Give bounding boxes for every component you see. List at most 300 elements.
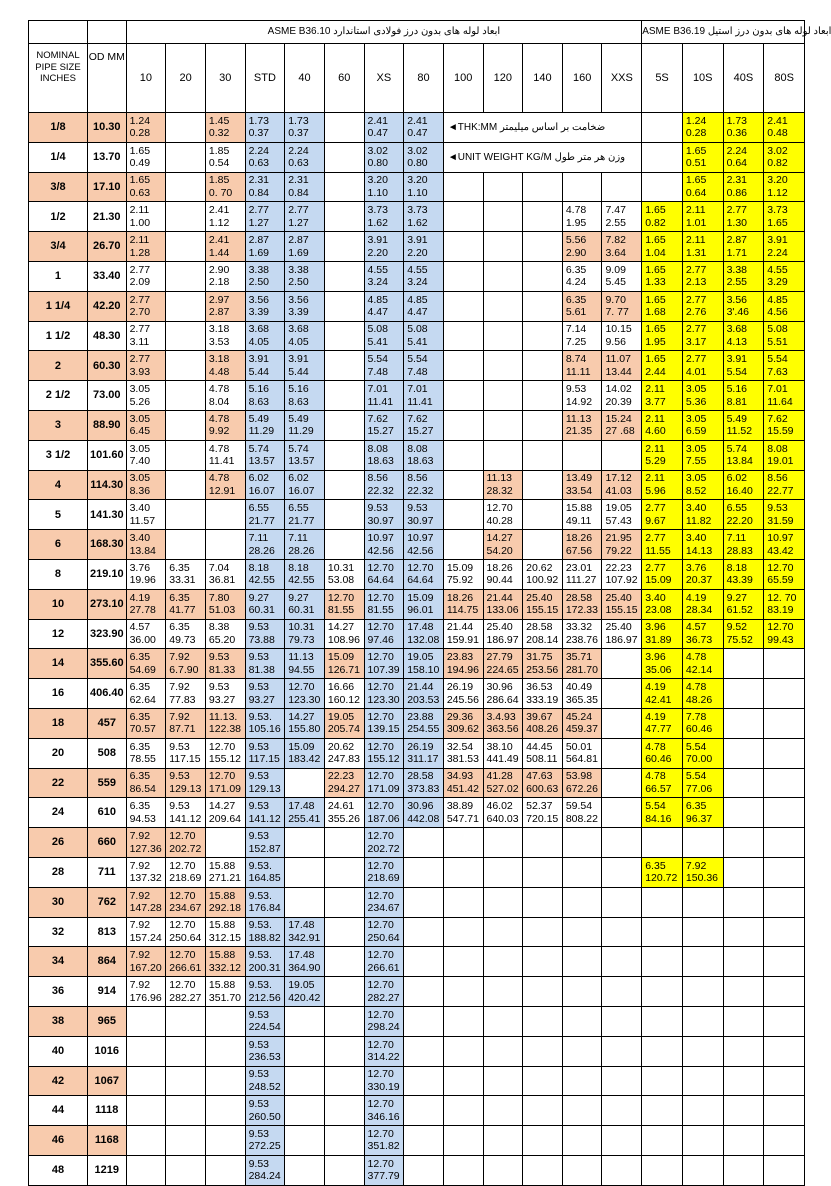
wall-thickness: 5.54 [685, 770, 707, 783]
schedule-value-cell [245, 1155, 285, 1185]
schedule-value-cell [404, 738, 444, 768]
wall-thickness: 17.48 [288, 949, 315, 962]
outer-diameter-cell: 33.40 [87, 261, 126, 291]
unit-weight: 1.44 [208, 246, 230, 259]
wall-thickness: 12.70 [327, 591, 355, 604]
schedule-value-cell [245, 947, 285, 977]
unit-weight: 11.29 [248, 425, 275, 438]
unit-weight: 2.20 [367, 246, 388, 259]
wall-thickness: 3.76 [685, 561, 707, 574]
table-row [29, 410, 805, 440]
wall-thickness: 9.53 [248, 770, 269, 783]
schedule-value-cell [364, 559, 404, 589]
unit-weight: 81.55 [367, 604, 394, 617]
unit-weight: 42.55 [248, 574, 275, 587]
unit-weight: 2.76 [685, 306, 707, 319]
schedule-value-cell [126, 142, 166, 172]
wall-thickness: 4.78 [645, 740, 666, 753]
pipe-dimension-table [28, 20, 831, 1186]
unit-weight: 2.70 [129, 306, 151, 319]
unit-weight: 3.39 [288, 306, 309, 319]
unit-weight: 123.30 [288, 693, 321, 706]
schedule-value-cell [523, 559, 563, 589]
wall-thickness: 2.41 [767, 114, 788, 127]
empty-cell [285, 1126, 325, 1156]
wall-thickness: 2.41 [407, 114, 428, 127]
wall-thickness: 5.74 [288, 442, 309, 455]
schedule-value-cell [404, 589, 444, 619]
schedule-value-cell [404, 172, 444, 202]
wall-thickness: 6.02 [288, 472, 309, 485]
unit-weight: 4.24 [565, 276, 587, 289]
empty-cell [602, 798, 642, 828]
unit-weight: 186.97 [486, 633, 519, 646]
empty-cell [324, 500, 364, 530]
wall-thickness: 17.48 [288, 919, 315, 932]
wall-thickness: 3.05 [685, 472, 707, 485]
table-row [29, 291, 805, 321]
wall-thickness: 7.78 [685, 710, 707, 723]
schedule-value-cell [126, 351, 166, 381]
header-corner-od [87, 21, 126, 44]
empty-cell [126, 1126, 166, 1156]
empty-cell [723, 1126, 764, 1156]
schedule-value-cell [562, 708, 602, 738]
unit-weight: 43.42 [767, 544, 794, 557]
wall-thickness: 12.70 [367, 591, 394, 604]
unit-weight: 94.53 [129, 812, 156, 825]
schedule-header-100: 100 [443, 44, 483, 113]
wall-thickness: 4.78 [208, 412, 230, 425]
wall-thickness: 1.65 [645, 293, 666, 306]
unit-weight: 205.74 [327, 723, 360, 736]
wall-thickness: 7.62 [767, 412, 788, 425]
empty-cell [602, 172, 642, 202]
wall-thickness: 2.77 [645, 532, 666, 545]
schedule-value-cell [205, 798, 245, 828]
empty-cell [443, 917, 483, 947]
schedule-value-cell [404, 619, 444, 649]
unit-weight: 60.31 [288, 604, 315, 617]
unit-weight: 1.65 [767, 216, 788, 229]
nominal-size-cell: 28 [29, 857, 88, 887]
unit-weight: 363.56 [486, 723, 519, 736]
wall-thickness: 23.83 [446, 651, 474, 664]
unit-weight: 4.47 [367, 306, 388, 319]
empty-cell [483, 1155, 523, 1185]
empty-cell [642, 1036, 683, 1066]
outer-diameter-cell: 73.00 [87, 381, 126, 411]
unit-weight: 248.52 [248, 1080, 281, 1093]
empty-cell [562, 440, 602, 470]
wall-thickness: 9.53 [565, 383, 587, 396]
schedule-value-cell [404, 530, 444, 560]
wall-thickness: 9.52 [726, 621, 747, 634]
wall-thickness: 7.11 [248, 532, 269, 545]
wall-thickness: 38.10 [486, 740, 513, 753]
schedule-value-cell [562, 470, 602, 500]
unit-weight: 11.52 [726, 425, 753, 438]
schedule-value-cell [404, 649, 444, 679]
wall-thickness: 3.40 [685, 502, 707, 515]
wall-thickness: 9.09 [605, 263, 626, 276]
empty-cell [723, 887, 764, 917]
wall-thickness: 9.53 [169, 770, 190, 783]
unit-weight: 4.56 [767, 306, 788, 319]
empty-cell [324, 857, 364, 887]
schedule-value-cell [324, 619, 364, 649]
outer-diameter-cell: 813 [87, 917, 126, 947]
wall-thickness: 12.70 [208, 740, 236, 753]
schedule-value-cell [642, 619, 683, 649]
unit-weight: 1.95 [565, 216, 587, 229]
unit-weight: 51.03 [208, 604, 236, 617]
schedule-value-cell [364, 947, 404, 977]
schedule-value-cell [364, 738, 404, 768]
unit-weight: 7.48 [367, 365, 388, 378]
wall-thickness: 25.40 [605, 591, 632, 604]
schedule-value-cell [285, 589, 325, 619]
wall-thickness: 3.56 [248, 293, 269, 306]
empty-cell [285, 1096, 325, 1126]
unit-weight: 0.51 [685, 157, 707, 170]
wall-thickness: 12.70 [169, 919, 196, 932]
unit-weight: 167.20 [129, 961, 162, 974]
unit-weight: 2.20 [407, 246, 428, 259]
unit-weight: 132.08 [407, 633, 440, 646]
schedule-value-cell [682, 113, 723, 143]
unit-weight: 100.92 [526, 574, 559, 587]
unit-weight: 0.36 [726, 127, 747, 140]
outer-diameter-cell: 864 [87, 947, 126, 977]
wall-thickness: 12.70 [767, 621, 794, 634]
unit-weight: 81.33 [208, 663, 236, 676]
empty-cell [166, 113, 206, 143]
empty-cell [723, 738, 764, 768]
empty-cell [324, 381, 364, 411]
wall-thickness: 21.44 [486, 591, 513, 604]
wall-thickness: 11.13 [288, 651, 314, 664]
schedule-value-cell [682, 202, 723, 232]
wall-thickness: 3.91 [767, 234, 788, 247]
wall-thickness: 12.70 [367, 1068, 394, 1081]
schedule-value-cell [404, 321, 444, 351]
unit-weight: 4.05 [248, 335, 269, 348]
schedule-value-cell [245, 589, 285, 619]
table-row [29, 1006, 805, 1036]
nominal-size-cell: 16 [29, 679, 88, 709]
wall-thickness: 28.58 [407, 770, 434, 783]
schedule-value-cell [285, 232, 325, 262]
schedule-value-cell [723, 321, 764, 351]
wall-thickness: 2.77 [129, 323, 151, 336]
wall-thickness: 12.70 [367, 949, 394, 962]
wall-thickness: 8.08 [407, 442, 428, 455]
outer-diameter-cell: 21.30 [87, 202, 126, 232]
schedule-value-cell [324, 798, 364, 828]
wall-thickness: 2.24 [248, 144, 269, 157]
unit-weight: 73.88 [248, 633, 275, 646]
wall-thickness: 7.92 [129, 919, 151, 932]
wall-thickness: 7.47 [605, 204, 626, 217]
schedule-value-cell [443, 559, 483, 589]
schedule-value-cell [602, 291, 642, 321]
wall-thickness: 12.70 [208, 770, 236, 783]
wall-thickness: 9.53. [248, 949, 272, 962]
empty-cell [642, 1066, 683, 1096]
unit-weight: 2.87 [208, 306, 230, 319]
empty-cell [723, 1066, 764, 1096]
wall-thickness: 12.70 [367, 710, 394, 723]
schedule-value-cell [642, 410, 683, 440]
unit-weight: 97.46 [367, 633, 394, 646]
schedule-value-cell [205, 321, 245, 351]
schedule-value-cell [404, 232, 444, 262]
schedule-value-cell [364, 410, 404, 440]
unit-weight: 79.73 [288, 633, 315, 646]
unit-weight: 6.45 [129, 425, 151, 438]
unit-weight: 1.69 [248, 246, 269, 259]
wall-thickness: 1.45 [208, 114, 230, 127]
schedule-value-cell [443, 649, 483, 679]
wall-thickness: 50.01 [565, 740, 593, 753]
nominal-size-cell: 18 [29, 708, 88, 738]
wall-thickness: 36.53 [526, 681, 553, 694]
wall-thickness: 47.63 [526, 770, 553, 783]
schedule-value-cell [324, 708, 364, 738]
wall-thickness: 6.35 [565, 293, 587, 306]
table-row [29, 440, 805, 470]
schedule-value-cell [723, 470, 764, 500]
wall-thickness: 9.27 [726, 591, 747, 604]
empty-cell [285, 857, 325, 887]
outer-diameter-cell: 457 [87, 708, 126, 738]
schedule-value-cell [126, 768, 166, 798]
schedule-value-cell [483, 500, 523, 530]
schedule-value-cell [404, 708, 444, 738]
empty-cell [602, 947, 642, 977]
unit-weight: 90.44 [486, 574, 513, 587]
schedule-value-cell [285, 261, 325, 291]
unit-weight: 7.40 [129, 455, 151, 468]
wall-thickness: 11.07 [605, 353, 631, 366]
empty-cell [523, 1036, 563, 1066]
empty-cell [166, 1126, 206, 1156]
schedule-header-std: STD [245, 44, 285, 113]
empty-cell [562, 977, 602, 1007]
unit-weight: 108.96 [327, 633, 360, 646]
wall-thickness: 30.96 [486, 681, 513, 694]
unit-weight: 87.71 [169, 723, 196, 736]
schedule-header-xxs: XXS [602, 44, 642, 113]
empty-cell [602, 649, 642, 679]
unit-weight: 672.26 [565, 782, 598, 795]
schedule-value-cell [682, 857, 723, 887]
unit-weight: 333.19 [526, 693, 559, 706]
empty-cell [562, 947, 602, 977]
wall-thickness: 1.65 [129, 174, 151, 187]
unit-weight: 36.73 [685, 633, 713, 646]
wall-thickness: 7.92 [129, 830, 151, 843]
schedule-value-cell [364, 261, 404, 291]
wall-thickness: 7.80 [208, 591, 230, 604]
unit-weight: 15.27 [367, 425, 394, 438]
unit-weight: 271.21 [208, 872, 242, 885]
wall-thickness: 2.31 [248, 174, 269, 187]
table-row [29, 738, 805, 768]
empty-cell [602, 857, 642, 887]
unit-weight: 18.63 [407, 455, 434, 468]
unit-weight: 3.93 [129, 365, 151, 378]
schedule-value-cell [404, 202, 444, 232]
wall-thickness: 6.35 [129, 681, 151, 694]
empty-cell [443, 261, 483, 291]
unit-weight: 141.12 [248, 812, 281, 825]
unit-weight: 19.01 [767, 455, 794, 468]
schedule-value-cell [205, 202, 245, 232]
unit-weight: 11.57 [129, 514, 156, 527]
schedule-value-cell [285, 470, 325, 500]
unit-weight: 3.29 [767, 276, 788, 289]
empty-cell [404, 1155, 444, 1185]
schedule-value-cell [324, 738, 364, 768]
table-row [29, 798, 805, 828]
empty-cell [682, 887, 723, 917]
unit-weight: 61.52 [726, 604, 753, 617]
schedule-value-cell [245, 530, 285, 560]
table-row [29, 261, 805, 291]
schedule-value-cell [642, 470, 683, 500]
schedule-value-cell [126, 679, 166, 709]
empty-cell [723, 828, 764, 858]
empty-cell [523, 351, 563, 381]
wall-thickness: 5.08 [407, 323, 428, 336]
schedule-value-cell [404, 470, 444, 500]
wall-thickness: 16.66 [327, 681, 355, 694]
empty-cell [166, 232, 206, 262]
title-b3619-fa: ابعاد لوله های بدون درز استیل [707, 25, 831, 37]
wall-thickness: 15.24 [605, 412, 632, 425]
table-row [29, 470, 805, 500]
schedule-value-cell [285, 291, 325, 321]
empty-cell [404, 1066, 444, 1096]
wall-thickness: 12.70 [367, 1008, 394, 1021]
schedule-value-cell [764, 232, 805, 262]
wall-thickness: 1.85 [208, 174, 230, 187]
unit-weight: 22.20 [726, 514, 753, 527]
wall-thickness: 2.77 [685, 293, 707, 306]
schedule-value-cell [682, 291, 723, 321]
title-b3610-fa: ابعاد لوله های بدون درز فولادی استاندارد [333, 25, 501, 37]
schedule-value-cell [245, 917, 285, 947]
od-column-header: OD MM [87, 44, 126, 113]
unit-weight: 126.71 [327, 663, 360, 676]
empty-cell [324, 1036, 364, 1066]
schedule-value-cell [523, 589, 563, 619]
wall-thickness: 28.58 [565, 591, 593, 604]
unit-weight: 442.08 [407, 812, 440, 825]
empty-cell [523, 410, 563, 440]
schedule-value-cell [245, 113, 285, 143]
nominal-size-cell: 2 1/2 [29, 381, 88, 411]
unit-weight: 2.55 [726, 276, 747, 289]
schedule-header-xs: XS [364, 44, 404, 113]
schedule-value-cell [642, 321, 683, 351]
wall-thickness: 15.09 [446, 561, 474, 574]
schedule-value-cell [562, 291, 602, 321]
schedule-value-cell [723, 559, 764, 589]
wall-thickness: 15.88 [208, 919, 236, 932]
unit-weight: 11.41 [367, 395, 394, 408]
schedule-value-cell [205, 619, 245, 649]
unit-weight: 15.59 [767, 425, 794, 438]
unit-weight: 0.82 [767, 157, 788, 170]
unit-weight: 81.55 [327, 604, 355, 617]
schedule-value-cell [642, 261, 683, 291]
schedule-value-cell [483, 589, 523, 619]
wall-thickness: 9.53 [248, 1127, 269, 1140]
schedule-value-cell [245, 798, 285, 828]
schedule-value-cell [682, 470, 723, 500]
table-row [29, 381, 805, 411]
unit-weight: 75.92 [446, 574, 474, 587]
wall-thickness: 2.77 [129, 293, 151, 306]
wall-thickness: 5.16 [726, 383, 747, 396]
wall-thickness: 9.53 [248, 1098, 269, 1111]
wall-thickness: 6.35 [129, 770, 151, 783]
schedule-value-cell [642, 589, 683, 619]
schedule-value-cell [205, 738, 245, 768]
schedule-value-cell [205, 113, 245, 143]
schedule-value-cell [364, 530, 404, 560]
schedule-value-cell [166, 828, 206, 858]
wall-thickness: 28.58 [526, 621, 553, 634]
wall-thickness: 6.35 [169, 561, 190, 574]
empty-cell [523, 261, 563, 291]
unit-weight: 209.64 [208, 812, 242, 825]
unit-weight: 60.46 [645, 753, 672, 766]
wall-thickness: 14.27 [288, 710, 315, 723]
empty-cell [723, 1155, 764, 1185]
schedule-value-cell [764, 351, 805, 381]
schedule-value-cell [642, 232, 683, 262]
schedule-value-cell [602, 470, 642, 500]
unit-weight: 0.49 [129, 157, 151, 170]
wall-thickness: 3.18 [208, 323, 230, 336]
empty-cell [723, 917, 764, 947]
outer-diameter-cell: 1067 [87, 1066, 126, 1096]
empty-cell [166, 172, 206, 202]
schedule-value-cell [285, 649, 325, 679]
nominal-size-cell: 1 1/4 [29, 291, 88, 321]
nominal-size-cell: 22 [29, 768, 88, 798]
empty-cell [443, 440, 483, 470]
unit-weight: 67.56 [565, 544, 593, 557]
unit-weight: 202.72 [367, 842, 400, 855]
empty-cell [523, 530, 563, 560]
unit-weight: 83.19 [767, 604, 794, 617]
schedule-value-cell [562, 619, 602, 649]
schedule-value-cell [364, 1155, 404, 1185]
outer-diameter-cell: 965 [87, 1006, 126, 1036]
empty-cell [166, 500, 206, 530]
schedule-value-cell [483, 679, 523, 709]
wall-thickness: 9.53 [248, 681, 269, 694]
wall-thickness: 3.18 [208, 353, 230, 366]
outer-diameter-cell: 101.60 [87, 440, 126, 470]
empty-cell [285, 1006, 325, 1036]
schedule-value-cell [126, 798, 166, 828]
